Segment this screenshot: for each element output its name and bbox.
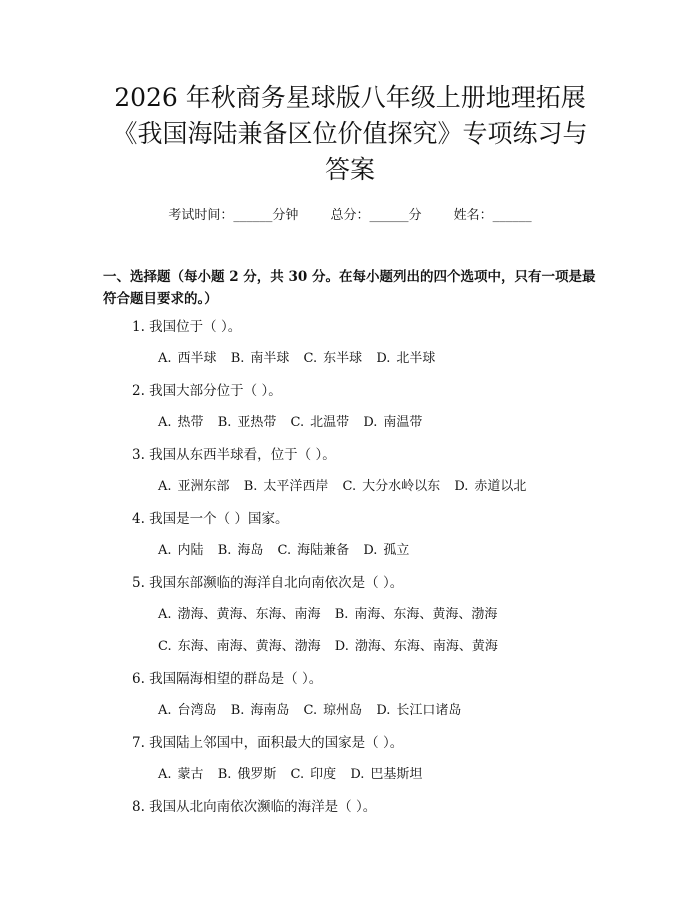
option-d: D. 北半球 <box>376 351 436 366</box>
option-b: B. 海岛 <box>217 543 264 558</box>
option-a: A. 蒙古 <box>158 767 204 782</box>
option-d: D. 渤海、东海、南海、黄海 <box>334 639 498 654</box>
question-stem-3: 3. 我国从东西半球看，位于（ ）。 <box>132 447 336 463</box>
option-c: C. 印度 <box>290 767 337 782</box>
option-d: D. 长江口诸岛 <box>376 703 462 718</box>
page-title <box>60 80 640 188</box>
question-options-5-row-1 <box>158 605 507 625</box>
question-stem-2: 2. 我国大部分位于（ ）。 <box>132 383 282 399</box>
option-a: A. 亚洲东部 <box>158 479 230 494</box>
question-stem-6: 6. 我国隔海相望的群岛是（ ）。 <box>132 671 323 687</box>
question-options-4 <box>158 541 419 561</box>
question-options-6 <box>158 701 471 721</box>
section-heading-choice <box>103 266 603 310</box>
exam-info <box>0 206 700 226</box>
option-b: B. 俄罗斯 <box>217 767 277 782</box>
option-c: C. 琼州岛 <box>303 703 363 718</box>
option-d: D. 赤道以北 <box>454 479 527 494</box>
option-d: D. 孤立 <box>363 543 410 558</box>
title-line-1: 2026 年秋商务星球版八年级上册地理拓展 <box>114 83 586 112</box>
option-d: D. 南温带 <box>363 415 423 430</box>
section-heading-line-2: 符合题目要求的。） <box>103 291 218 307</box>
question-options-2 <box>158 413 432 433</box>
option-c: C. 东半球 <box>303 351 363 366</box>
title-line-2: 《我国海陆兼备区位价值探究》专项练习与 <box>112 119 588 148</box>
option-a: A. 渤海、黄海、东海、南海 <box>158 607 321 622</box>
option-c: C. 海陆兼备 <box>277 543 350 558</box>
question-options-3 <box>158 477 536 497</box>
option-b: B. 南半球 <box>230 351 290 366</box>
option-b: B. 亚热带 <box>217 415 277 430</box>
exam-score-field: 总分：______分 <box>330 208 422 223</box>
option-c: C. 北温带 <box>290 415 350 430</box>
option-c: C. 东海、南海、黄海、渤海 <box>158 639 321 654</box>
option-d: D. 巴基斯坦 <box>350 767 423 782</box>
option-b: B. 海南岛 <box>230 703 290 718</box>
option-b: B. 太平洋西岸 <box>243 479 329 494</box>
question-stem-5: 5. 我国东部濒临的海洋自北向南依次是（ ）。 <box>132 575 404 591</box>
option-b: B. 南海、东海、黄海、渤海 <box>334 607 498 622</box>
option-c: C. 大分水岭以东 <box>342 479 441 494</box>
exam-time-field: 考试时间：______分钟 <box>168 208 299 223</box>
title-line-3: 答案 <box>324 155 375 184</box>
question-stem-8: 8. 我国从北向南依次濒临的海洋是（ ）。 <box>132 799 377 815</box>
option-a: A. 西半球 <box>158 351 217 366</box>
question-options-5-row-2 <box>158 637 508 657</box>
section-heading-line-1: 一、选择题（每小题 2 分，共 30 分。在每小题列出的四个选项中，只有一项是最 <box>103 269 596 285</box>
question-options-1 <box>158 349 445 369</box>
option-a: A. 内陆 <box>158 543 204 558</box>
option-a: A. 台湾岛 <box>158 703 217 718</box>
question-stem-1: 1. 我国位于（ ）。 <box>132 319 242 335</box>
option-a: A. 热带 <box>158 415 204 430</box>
question-stem-7: 7. 我国陆上邻国中，面积最大的国家是（ ）。 <box>132 735 404 751</box>
question-stem-4: 4. 我国是一个（ ）国家。 <box>132 511 289 527</box>
student-name-field: 姓名：______ <box>453 208 532 223</box>
question-options-7 <box>158 765 432 785</box>
